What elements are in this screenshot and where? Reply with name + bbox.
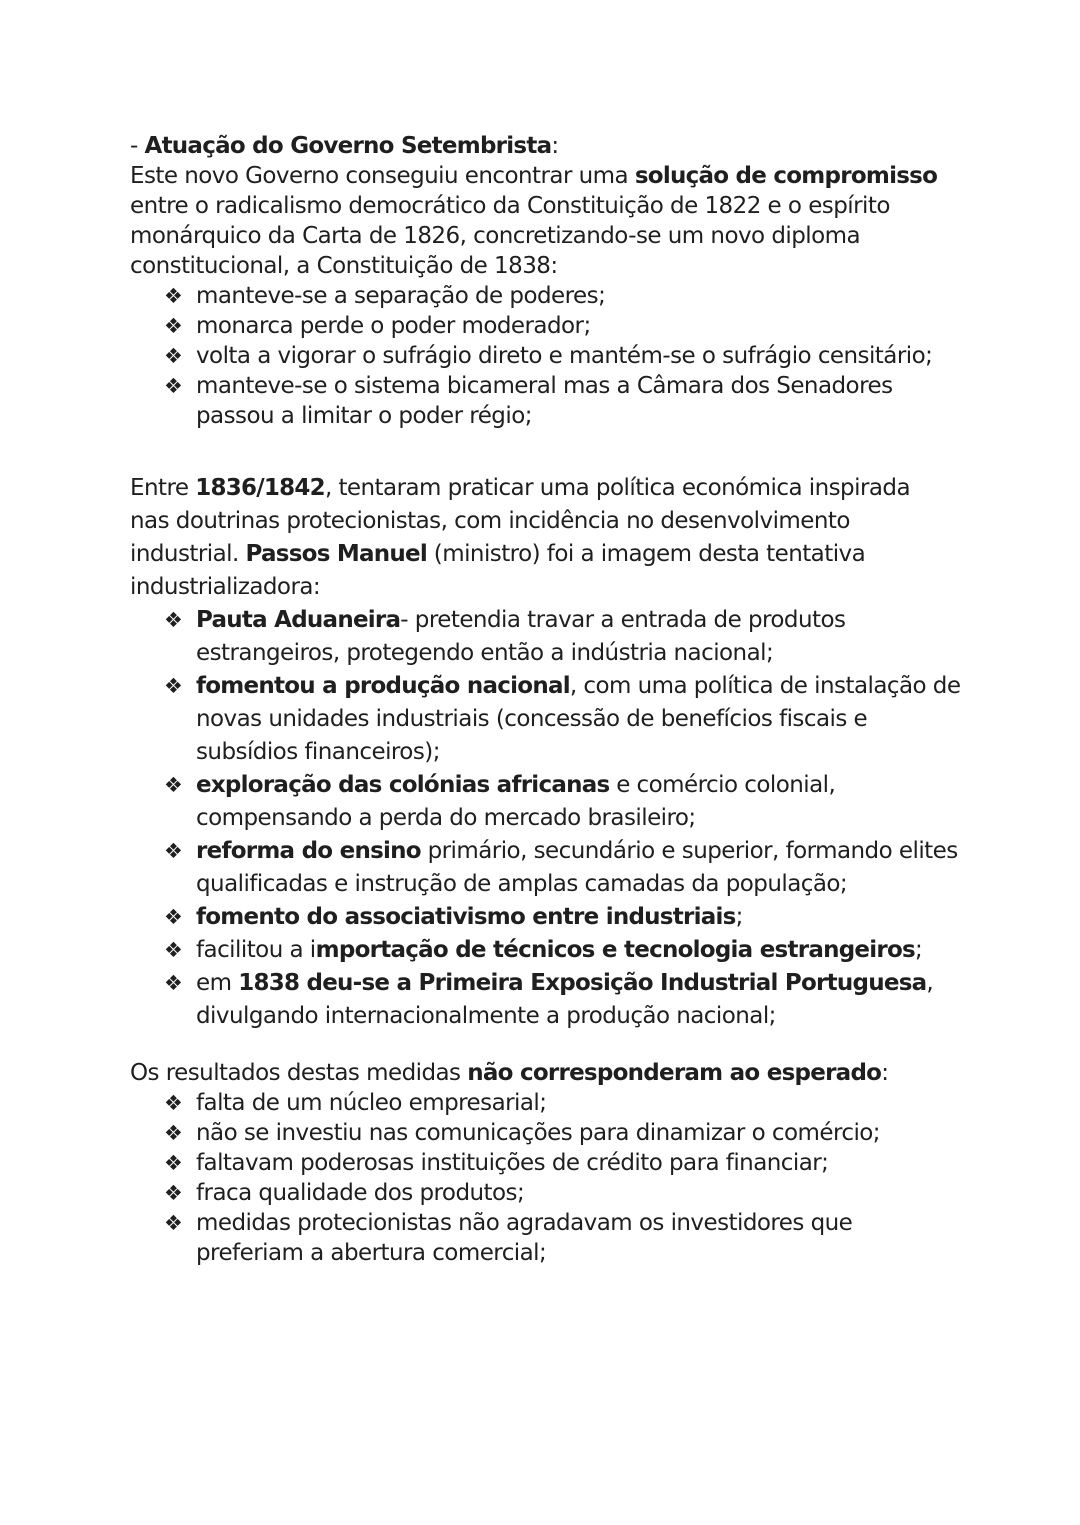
list-item: ❖ fomento do associativismo entre industriais; <box>130 901 960 934</box>
list-item-continuation: novas unidades industriais (concessão de benefícios fiscais e <box>196 706 868 732</box>
list-item-continuation: estrangeiros, protegendo então a indústria nacional; <box>196 640 774 666</box>
bold-phrase: mportação de técnicos e tecnologia estrangeiros <box>315 937 916 963</box>
list-item-continuation: compensando a perda do mercado brasileiro; <box>196 805 696 831</box>
diamond-bullet-icon: ❖ <box>164 938 183 962</box>
diamond-bullet-icon: ❖ <box>164 1091 183 1115</box>
section-heading <box>130 131 960 161</box>
diamond-bullet-icon: ❖ <box>164 839 183 863</box>
paragraph-line: monárquico da Carta de 1826, concretizando-se um novo diploma <box>130 223 861 249</box>
list-item-continuation: passou a limitar o poder régio; <box>196 403 532 429</box>
list-item: ❖ manteve-se a separação de poderes; <box>164 283 606 309</box>
list-item: ❖ facilitou a importação de técnicos e tecnologia estrangeiros; <box>130 934 960 967</box>
list-item: ❖ fraca qualidade dos produtos; <box>164 1180 525 1206</box>
bold-phrase: solução de compromisso <box>634 163 938 189</box>
list-item: ❖ em 1838 deu-se a Primeira Exposição Industrial Portuguesa, <box>130 967 960 1000</box>
section-governo-setembrista <box>130 131 960 431</box>
diamond-bullet-icon: ❖ <box>164 608 183 632</box>
list-item: ❖ monarca perde o poder moderador; <box>164 313 591 339</box>
paragraph-line: constitucional, a Constituição de 1838: <box>130 253 558 279</box>
diamond-bullet-icon: ❖ <box>164 374 183 398</box>
list-item: ❖ fomentou a produção nacional, com uma política de instalação de <box>130 670 960 703</box>
bold-phrase: fomentou a produção nacional <box>196 673 570 699</box>
bold-phrase: 1838 deu-se a Primeira Exposição Industrial Portuguesa <box>238 970 927 996</box>
section-resultados <box>130 1058 960 1268</box>
bold-phrase: reforma do ensino <box>196 838 421 864</box>
list-item: ❖ faltavam poderosas instituições de crédito para financiar; <box>164 1150 829 1176</box>
diamond-bullet-icon: ❖ <box>164 905 183 929</box>
diamond-bullet-icon: ❖ <box>164 971 183 995</box>
diamond-bullet-icon: ❖ <box>164 344 183 368</box>
paragraph-line: Os resultados destas medidas não corresponderam ao esperado: <box>130 1060 889 1086</box>
paragraph-line: Este novo Governo conseguiu encontrar uma solução de compromisso <box>130 163 938 189</box>
diamond-bullet-icon: ❖ <box>164 1211 183 1235</box>
list-item: ❖ falta de um núcleo empresarial; <box>164 1090 547 1116</box>
paragraph-line: entre o radicalismo democrático da Constituição de 1822 e o espírito <box>130 193 890 219</box>
bold-phrase: não corresponderam ao esperado <box>467 1060 882 1086</box>
diamond-bullet-icon: ❖ <box>164 1181 183 1205</box>
paragraph-line: industrial. Passos Manuel (ministro) foi a imagem desta tentativa <box>130 541 866 567</box>
bold-phrase: exploração das colónias africanas <box>196 772 610 798</box>
paragraph-line: industrializadora: <box>130 574 321 600</box>
list-item: ❖ Pauta Aduaneira- pretendia travar a entrada de produtos <box>130 604 960 637</box>
paragraph-line: Entre 1836/1842, tentaram praticar uma política económica inspirada <box>130 475 910 501</box>
list-item: ❖ reforma do ensino primário, secundário e superior, formando elites <box>130 835 960 868</box>
bold-phrase: fomento do associativismo entre industriais <box>196 904 736 930</box>
bold-phrase: Pauta Aduaneira <box>196 607 401 633</box>
heading-prefix: - <box>130 133 145 159</box>
list-item-continuation: qualificadas e instrução de amplas camadas da população; <box>196 871 848 897</box>
paragraph-line: nas doutrinas protecionistas, com incidência no desenvolvimento <box>130 508 850 534</box>
bold-phrase: 1836/1842 <box>195 475 325 501</box>
heading-text: Atuação do Governo Setembrista <box>144 133 552 159</box>
list-item-continuation: divulgando internacionalmente a produção nacional; <box>196 1003 776 1029</box>
list-item: ❖ manteve-se o sistema bicameral mas a Câmara dos Senadores <box>164 373 893 399</box>
list-item: ❖ exploração das colónias africanas e comércio colonial, <box>130 769 960 802</box>
diamond-bullet-icon: ❖ <box>164 1151 183 1175</box>
list-item: ❖ não se investiu nas comunicações para dinamizar o comércio; <box>164 1120 880 1146</box>
list-item-continuation: preferiam a abertura comercial; <box>196 1240 547 1266</box>
heading-suffix: : <box>551 133 559 159</box>
list-item: ❖ volta a vigorar o sufrágio direto e mantém-se o sufrágio censitário; <box>164 343 933 369</box>
bold-phrase: Passos Manuel <box>245 541 428 567</box>
list-item: ❖ medidas protecionistas não agradavam os investidores que <box>164 1210 853 1236</box>
section-politica-economica <box>130 472 960 1033</box>
diamond-bullet-icon: ❖ <box>164 674 183 698</box>
list-item-continuation: subsídios financeiros); <box>196 739 440 765</box>
diamond-bullet-icon: ❖ <box>164 314 183 338</box>
diamond-bullet-icon: ❖ <box>164 284 183 308</box>
diamond-bullet-icon: ❖ <box>164 773 183 797</box>
diamond-bullet-icon: ❖ <box>164 1121 183 1145</box>
